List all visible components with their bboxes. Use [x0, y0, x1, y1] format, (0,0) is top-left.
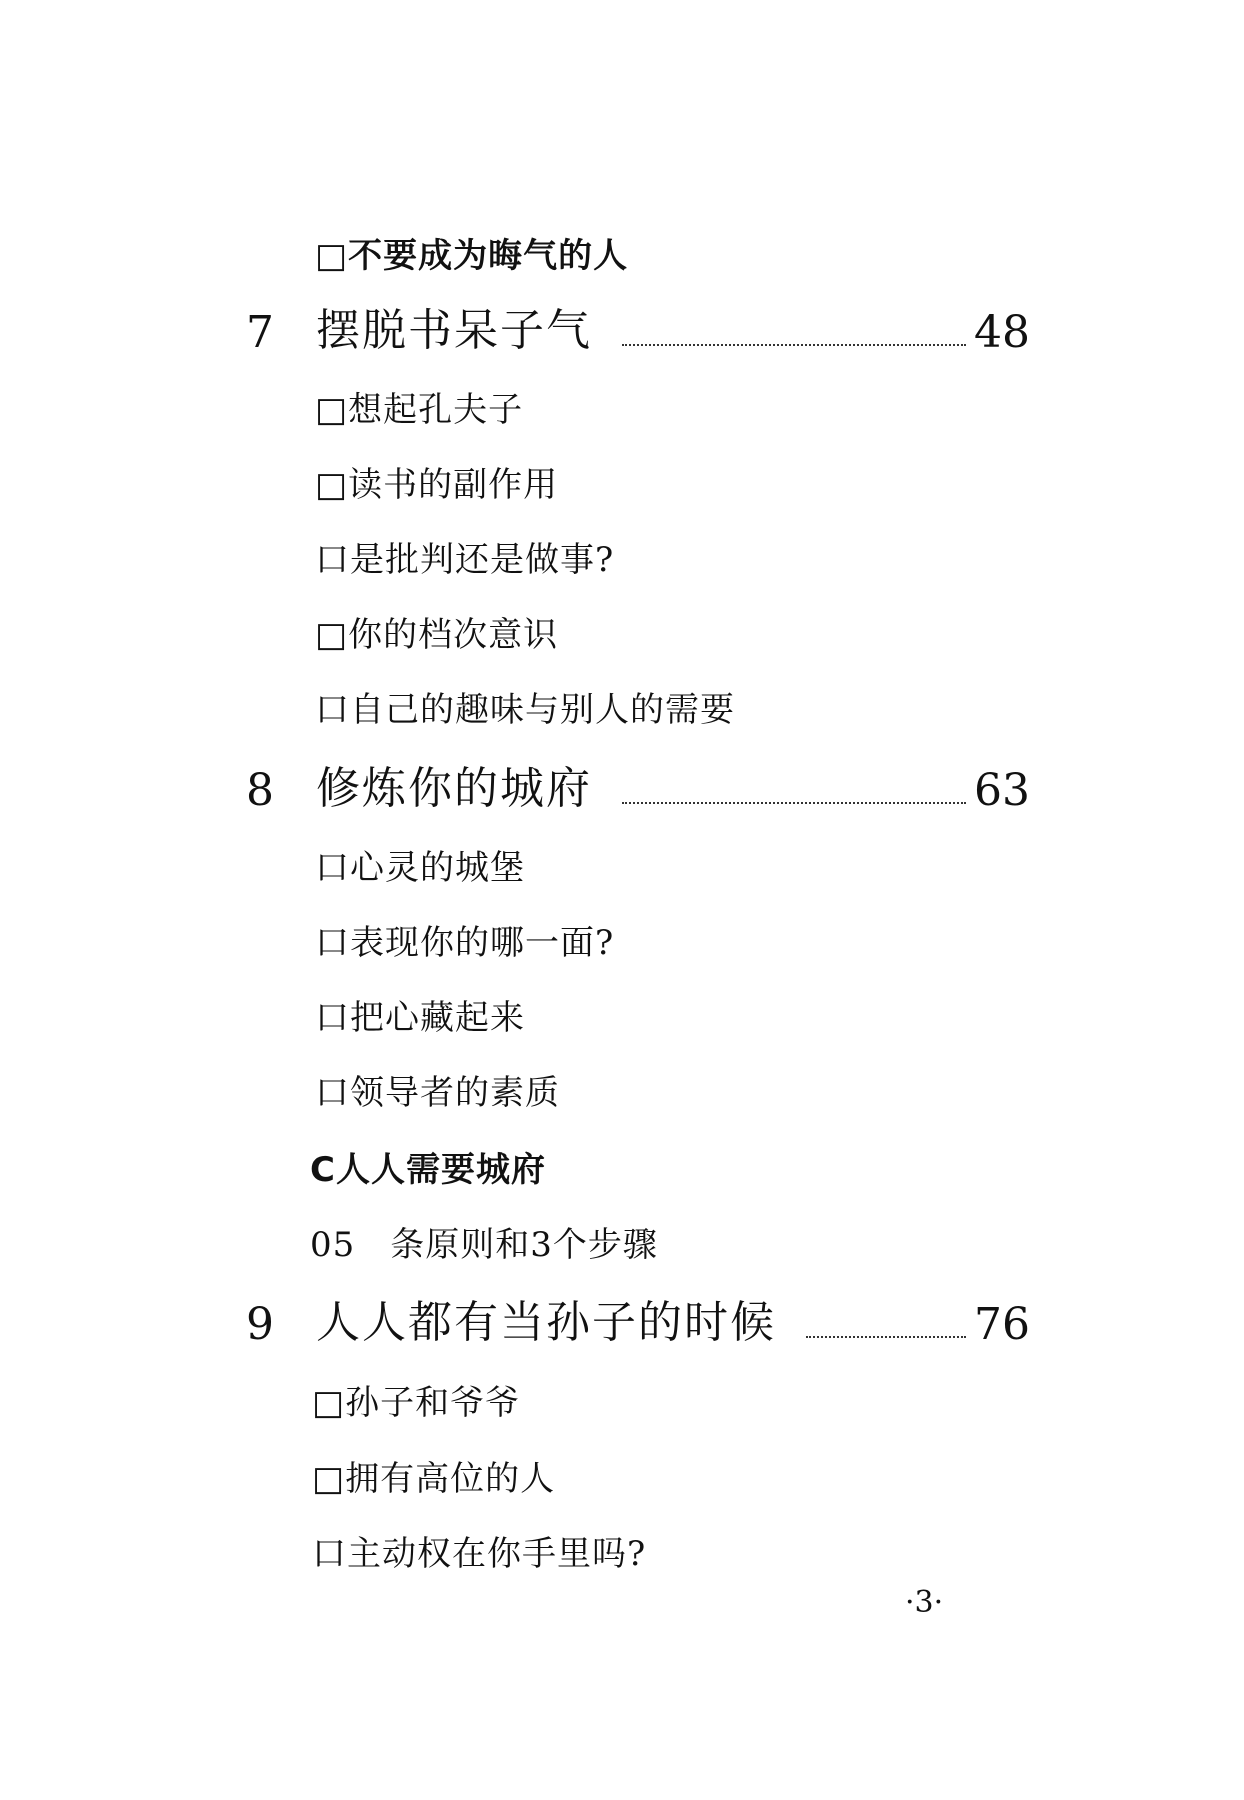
chapter-title: 修炼你的城府	[316, 763, 592, 814]
toc-subitem: □想起孔夫子	[315, 390, 524, 430]
chapter-number: 9	[246, 1299, 274, 1350]
chapter-number: 8	[246, 765, 274, 816]
toc-subitem: 口心灵的城堡	[315, 848, 525, 888]
toc-subitem: □孙子和爷爷	[312, 1383, 521, 1423]
toc-subitem: 口主动权在你手里吗?	[312, 1534, 647, 1574]
toc-subitem: 口表现你的哪一面?	[315, 923, 615, 963]
chapter-page-number: 76	[974, 1299, 1030, 1350]
toc-subitem: 口把心藏起来	[315, 998, 525, 1038]
chapter-title: 人人都有当孙子的时候	[316, 1297, 776, 1348]
dot-leader	[622, 802, 966, 804]
toc-chapter-7[interactable]	[246, 298, 1030, 358]
chapter-page-number: 48	[974, 307, 1030, 358]
toc-subitem: C人人需要城府	[310, 1150, 546, 1190]
chapter-title: 摆脱书呆子气	[316, 305, 592, 356]
toc-chapter-8[interactable]	[246, 756, 1030, 816]
toc-subitem: □不要成为晦气的人	[315, 236, 629, 276]
toc-subitem: 口领导者的素质	[315, 1073, 560, 1113]
chapter-page-number: 63	[974, 765, 1030, 816]
toc-subitem: 口自己的趣味与别人的需要	[315, 690, 735, 730]
dot-leader	[806, 1336, 966, 1338]
page-number: ·3·	[905, 1585, 944, 1620]
toc-subitem: 05 条原则和3个步骤	[310, 1225, 658, 1265]
toc-chapter-9[interactable]	[246, 1290, 1030, 1350]
dot-leader	[622, 344, 966, 346]
toc-subitem: □读书的副作用	[315, 465, 559, 505]
chapter-number: 7	[246, 307, 274, 358]
toc-subitem: □你的档次意识	[315, 615, 559, 655]
toc-subitem: □拥有高位的人	[312, 1459, 556, 1499]
toc-subitem: 口是批判还是做事?	[315, 540, 615, 580]
